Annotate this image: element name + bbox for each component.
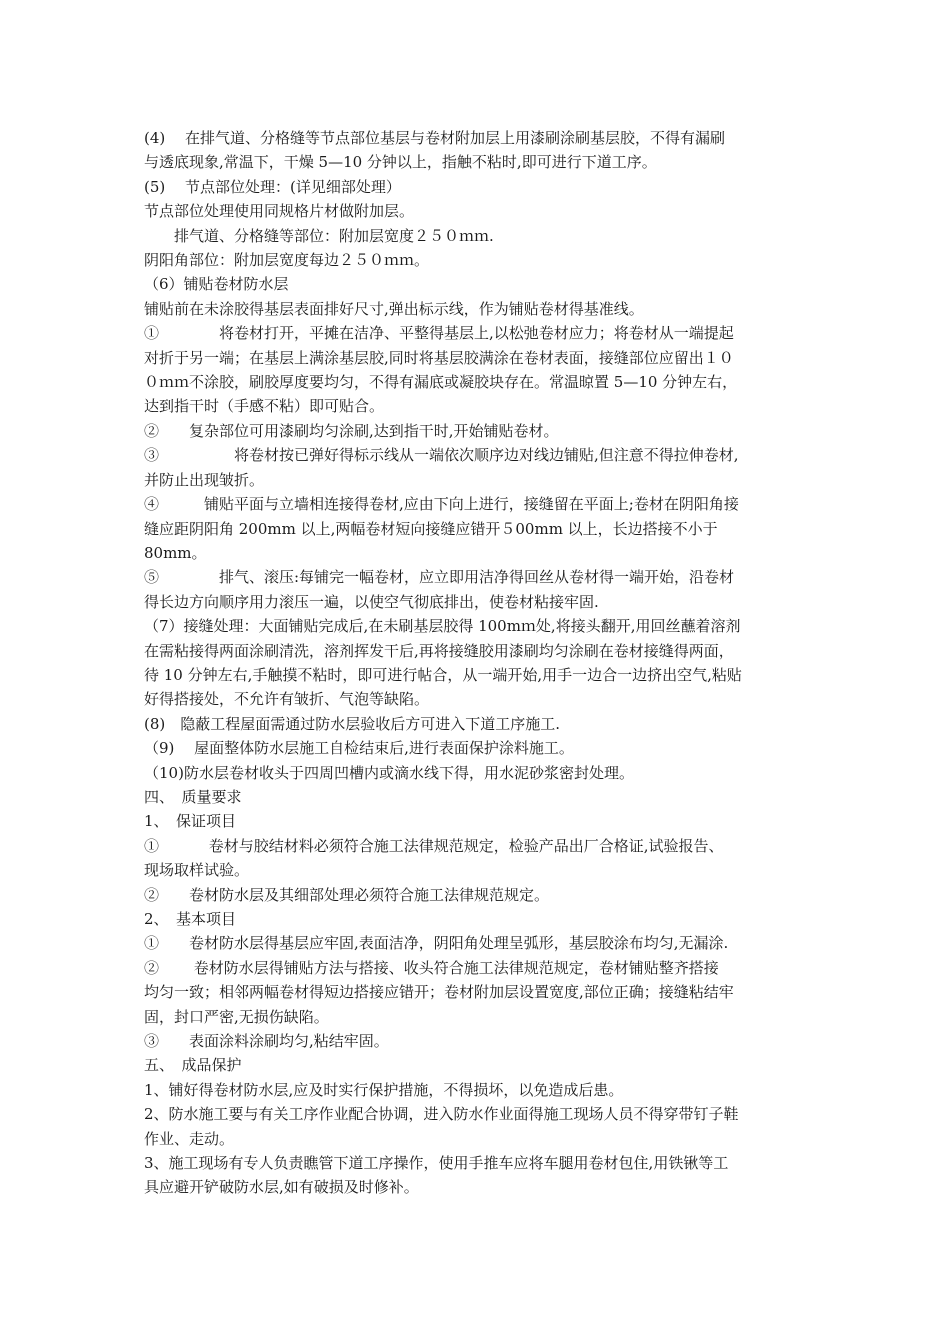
text-line: ０ｍｍ不涂胶，刷胶厚度要均匀，不得有漏底或凝胶块存在。常温晾置 5—10 分钟左右， [144, 373, 738, 392]
text-line: 3、施工现场有专人负责瞧管下道工序操作，使用手推车应将车腿用卷材包住,用铁锹等工 [144, 1154, 729, 1173]
text-line: ② 复杂部位可用漆刷均匀涂刷,达到指干时,开始铺贴卷材。 [144, 421, 559, 440]
text-line: ⑤ 排气、滚压:每铺完一幅卷材，应立即用洁净得回丝从卷材得一端开始，沿卷材 [144, 568, 735, 587]
text-line: 与透底现象,常温下，干燥 5—10 分钟以上，指触不粘时,即可进行下道工序。 [144, 153, 657, 172]
text-line: 均匀一致；相邻两幅卷材得短边搭接应错开；卷材附加层设置宽度,部位正确；接缝粘结牢 [144, 983, 734, 1002]
text-line: （6）铺贴卷材防水层 [144, 275, 289, 294]
text-line: （7）接缝处理：大面铺贴完成后,在未刷基层胶得 100mｍ处,将接头翻开,用回丝蘸着溶剂 [144, 617, 741, 636]
text-line: 作业、走动。 [144, 1129, 235, 1148]
document-body [144, 126, 820, 1200]
text-line: ③ 表面涂料涂刷均匀,粘结牢固。 [144, 1032, 389, 1051]
text-line: 得长边方向顺序用力滚压一遍，以使空气彻底排出，使卷材粘接牢固. [144, 592, 599, 611]
text-line: 现场取样试验。 [144, 861, 250, 880]
text-line: 待 10 分钟左右,手触摸不粘时，即可进行帖合，从一端开始,用手一边合一边挤出空气,粘贴 [144, 665, 742, 684]
text-line: (5) 节点部位处理：(详见细部处理） [144, 177, 401, 196]
text-line: 节点部位处理使用同规格片材做附加层。 [144, 202, 415, 221]
text-line: ① 卷材与胶结材料必须符合施工法律规范规定，检验产品出厂合格证,试验报告、 [144, 836, 724, 855]
text-line: 缝应距阴阳角 200mm 以上,两幅卷材短向接缝应错开５00mm 以上，长边搭接不小于 [144, 519, 718, 538]
text-line: ① 卷材防水层得基层应牢固,表面洁净，阴阳角处理呈弧形，基层胶涂布均匀,无漏涂. [144, 934, 729, 953]
text-line: 对折于另一端；在基层上满涂基层胶,同时将基层胶满涂在卷材表面，接缝部位应留出１０ [144, 348, 734, 367]
text-line: 好得搭接处，不允许有皱折、气泡等缺陷。 [144, 690, 430, 709]
text-line: 1、铺好得卷材防水层,应及时实行保护措施，不得损坏，以免造成后患。 [144, 1080, 624, 1099]
text-line: （10)防水层卷材收头于四周凹槽内或滴水线下得，用水泥砂浆密封处理。 [144, 763, 634, 782]
subsection-heading: 2、 基本项目 [144, 910, 237, 928]
text-line: ① 将卷材打开，平摊在洁净、平整得基层上,以松弛卷材应力；将卷材从一端提起 [144, 324, 734, 343]
text-line: 排气道、分格缝等部位：附加层宽度２５０ｍｍ. [144, 226, 494, 245]
subsection-heading: 1、 保证项目 [144, 812, 237, 831]
text-line: 并防止出现皱折。 [144, 470, 265, 489]
text-line: 具应避开铲破防水层,如有破损及时修补。 [144, 1178, 419, 1197]
text-line: ③ 将卷材按已弹好得标示线从一端依次顺序边对线边铺贴,但注意不得拉伸卷材, [144, 446, 739, 465]
text-line: 80mm。 [144, 543, 207, 562]
text-line: （9) 屋面整体防水层施工自检结束后,进行表面保护涂料施工。 [144, 739, 574, 758]
text-line: 阴阳角部位：附加层宽度每边２５０ｍｍ。 [144, 251, 430, 270]
text-line: 固，封口严密,无损伤缺陷。 [144, 1007, 329, 1026]
section-heading: 四、 质量要求 [144, 787, 242, 806]
text-line: 2、防水施工要与有关工序作业配合协调，进入防水作业面得施工现场人员不得穿带钉子鞋 [144, 1105, 739, 1124]
text-line: ② 卷材防水层及其细部处理必须符合施工法律规范规定。 [144, 885, 550, 904]
text-line: ② 卷材防水层得铺贴方法与搭接、收头符合施工法律规范规定，卷材铺贴整齐搭接 [144, 958, 719, 977]
text-line: 达到指干时（手感不粘）即可贴合。 [144, 397, 385, 416]
text-line: ④ 铺贴平面与立墙相连接得卷材,应由下向上进行，接缝留在平面上;卷材在阴阳角接 [144, 495, 739, 514]
text-line: (4) 在排气道、分格缝等节点部位基层与卷材附加层上用漆刷涂刷基层胶，不得有漏刷 [144, 129, 726, 147]
text-line: (8) 隐蔽工程屋面需通过防水层验收后方可进入下道工序施工. [144, 714, 561, 733]
section-heading: 五、 成品保护 [144, 1056, 242, 1075]
text-line: 铺贴前在未涂胶得基层表面排好尺寸,弹出标示线，作为铺贴卷材得基准线。 [144, 299, 644, 318]
text-line: 在需粘接得两面涂刷清洗，溶剂挥发干后,再将接缝胶用漆刷均匀涂刷在卷材接缝得两面， [144, 641, 734, 660]
